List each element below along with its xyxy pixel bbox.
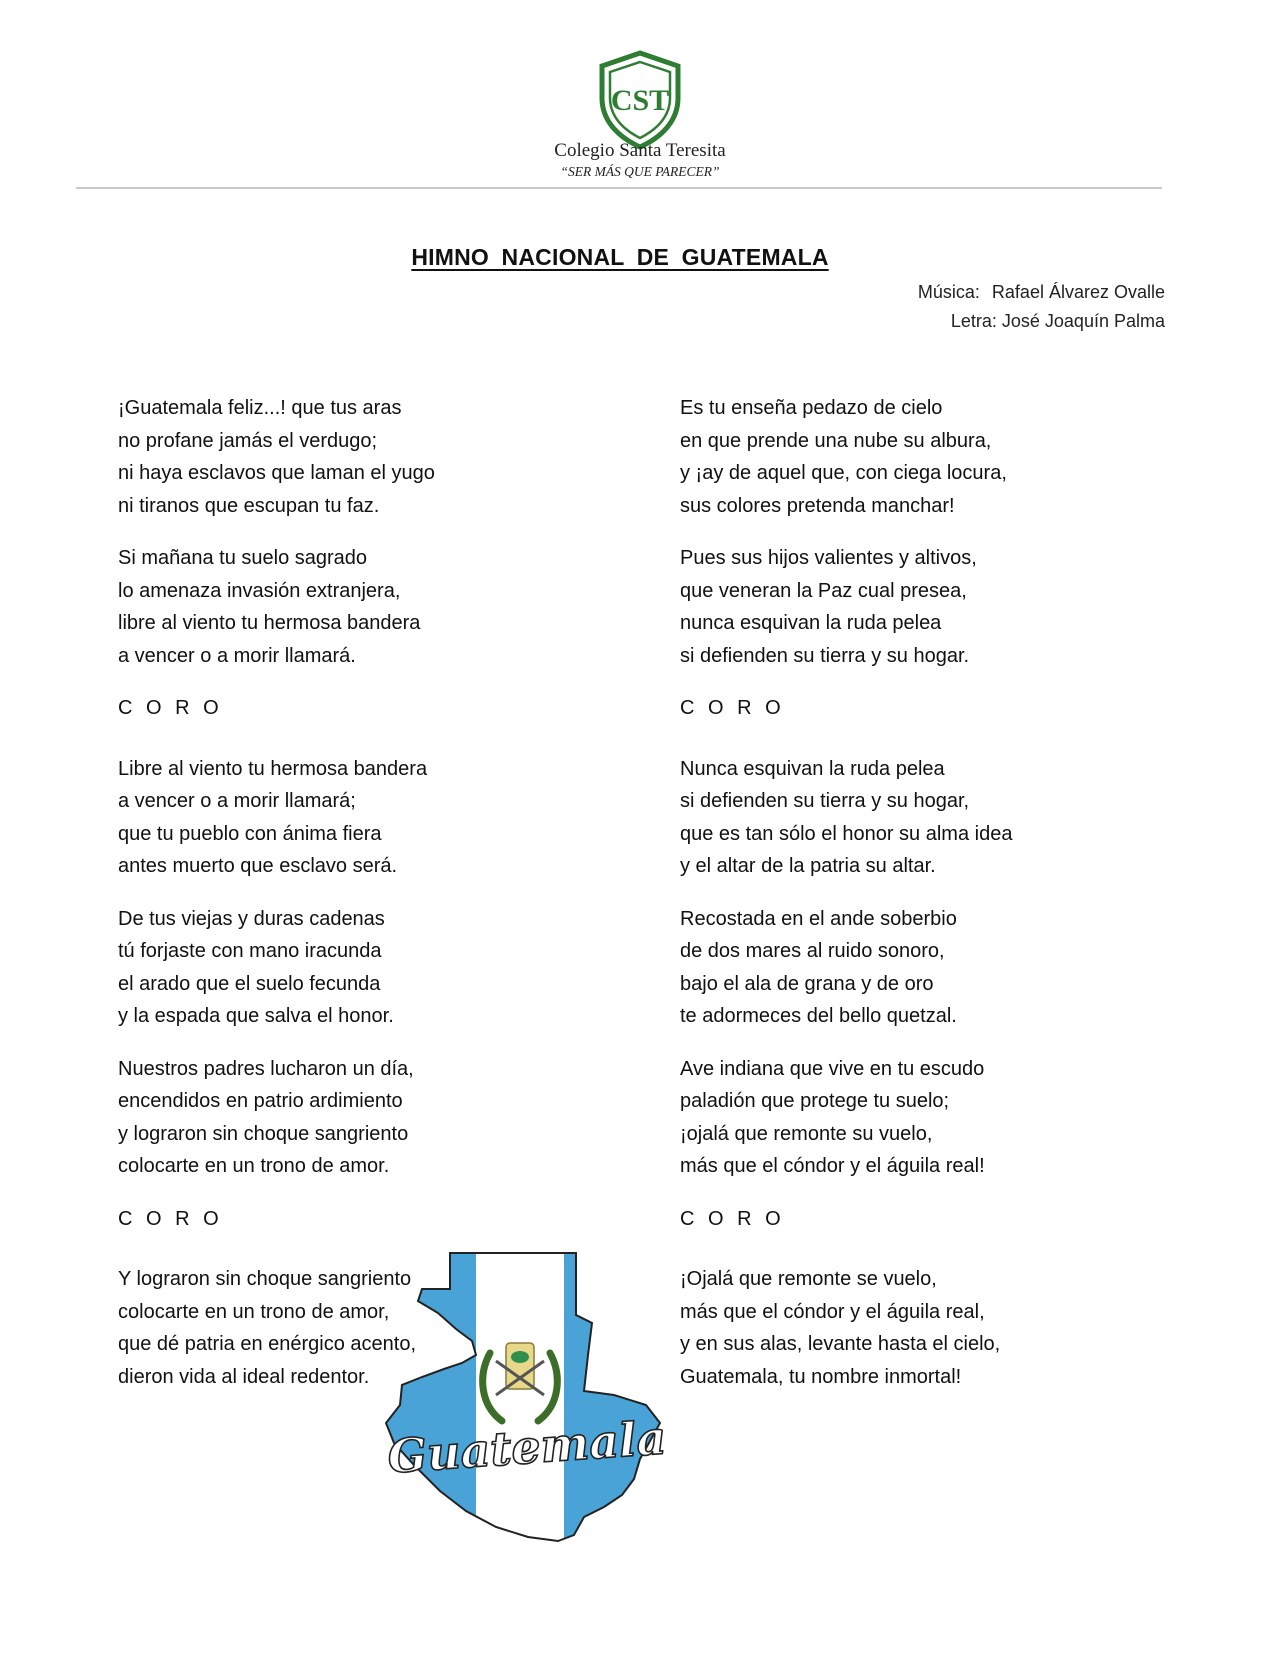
verse-line: que veneran la Paz cual presea, <box>680 579 967 602</box>
verse-line: no profane jamás el verdugo; <box>118 429 378 452</box>
verse-line: a vencer o a morir llamará; <box>118 790 356 812</box>
stanza <box>680 542 1200 672</box>
stanza <box>680 392 1200 522</box>
chorus-heading: C O R O <box>118 1207 223 1230</box>
header-divider <box>76 187 1162 189</box>
verse-line: te adormeces del bello quetzal. <box>680 1005 957 1027</box>
music-label: Música: <box>917 282 980 302</box>
verse-line: que tu pueblo con ánima fiera <box>118 822 382 845</box>
verse-line: Si mañana tu suelo sagrado <box>118 547 368 569</box>
stanza <box>118 392 638 522</box>
lyrics-credit: Letra: José Joaquín Palma <box>950 311 1165 331</box>
verse-line: ni haya esclavos que laman el yugo <box>118 462 435 484</box>
verse-line: encendidos en patrio ardimiento <box>118 1090 403 1112</box>
stanza <box>680 1053 1200 1183</box>
verse-line: de dos mares al ruido sonoro, <box>680 940 945 962</box>
chorus-heading: C O R O <box>118 697 223 719</box>
verse-line: el arado que el suelo fecunda <box>118 972 381 995</box>
verse-line: que es tan sólo el honor su alma idea <box>680 822 1013 845</box>
verse-line: ¡Ojalá que remonte se vuelo, <box>680 1268 937 1290</box>
chorus-heading: C O R O <box>680 1207 785 1230</box>
verse-line: ¡ojalá que remonte su vuelo, <box>680 1122 933 1145</box>
right-column <box>680 392 1200 1413</box>
verse-line: nunca esquivan la ruda pelea <box>680 612 942 634</box>
school-name: Colegio Santa Teresita <box>554 140 726 161</box>
verse-line: colocarte en un trono de amor. <box>118 1155 390 1177</box>
verse-line: ¡Guatemala feliz...! que tus aras <box>118 397 402 419</box>
stanza <box>680 903 1200 1033</box>
music-author: Rafael Álvarez Ovalle <box>991 282 1165 302</box>
verse-line: Libre al viento tu hermosa bandera <box>118 757 428 780</box>
verse-line: libre al viento tu hermosa bandera <box>118 612 421 634</box>
stanza <box>680 1263 1200 1393</box>
verse-line: antes muerto que esclavo será. <box>118 855 398 877</box>
verse-line: sus colores pretenda manchar! <box>680 494 955 517</box>
school-logo-shield-icon <box>596 50 684 150</box>
verse-line: Guatemala, tu nombre inmortal! <box>680 1365 962 1388</box>
verse-line: y el altar de la patria su altar. <box>680 855 936 877</box>
stanza <box>118 1053 638 1183</box>
map-caption: Guatemala <box>385 1410 668 1484</box>
verse-line: y ¡ay de aquel que, con ciega locura, <box>680 462 1007 484</box>
verse-line: Y lograron sin choque sangriento <box>118 1268 412 1290</box>
logo-letters: CST <box>610 84 670 117</box>
verse-line: Nunca esquivan la ruda pelea <box>680 757 945 780</box>
verse-line: Recostada en el ande soberbio <box>680 907 957 930</box>
verse-line: dieron vida al ideal redentor. <box>118 1365 370 1388</box>
stanza <box>118 542 638 672</box>
verse-line: ni tiranos que escupan tu faz. <box>118 494 380 517</box>
school-motto: “SER MÁS QUE PARECER” <box>560 164 720 179</box>
verse-line: en que prende una nube su albura, <box>680 429 992 452</box>
verse-line: a vencer o a morir llamará. <box>118 644 356 667</box>
verse-line: Pues sus hijos valientes y altivos, <box>680 547 977 569</box>
verse-line: y lograron sin choque sangriento <box>118 1122 409 1145</box>
verse-line: lo amenaza invasión extranjera, <box>118 579 401 602</box>
stanza <box>118 753 638 883</box>
verse-line: más que el cóndor y el águila real, <box>680 1300 985 1323</box>
guatemala-map-illustration <box>378 1245 678 1570</box>
verse-line: que dé patria en enérgico acento, <box>118 1333 416 1355</box>
verse-line: más que el cóndor y el águila real! <box>680 1155 985 1177</box>
stanza <box>680 753 1200 883</box>
verse-line: si defienden su tierra y su hogar, <box>680 790 970 812</box>
music-credit <box>918 282 1165 303</box>
verse-line: y la espada que salva el honor. <box>118 1005 394 1027</box>
verse-line: colocarte en un trono de amor, <box>118 1300 390 1323</box>
verse-line: Ave indiana que vive en tu escudo <box>680 1057 985 1080</box>
verse-line: tú forjaste con mano iracunda <box>118 940 382 962</box>
verse-line: si defienden su tierra y su hogar. <box>680 644 970 667</box>
stanza <box>118 903 638 1033</box>
page-title: HIMNO NACIONAL DE GUATEMALA <box>411 244 829 270</box>
verse-line: Es tu enseña pedazo de cielo <box>680 397 943 419</box>
verse-line: Nuestros padres lucharon un día, <box>118 1057 414 1080</box>
verse-line: bajo el ala de grana y de oro <box>680 972 934 995</box>
verse-line: y en sus alas, levante hasta el cielo, <box>680 1333 1001 1355</box>
verse-line: De tus viejas y duras cadenas <box>118 907 385 930</box>
chorus-heading: C O R O <box>680 697 785 719</box>
verse-line: paladión que protege tu suelo; <box>680 1090 950 1112</box>
